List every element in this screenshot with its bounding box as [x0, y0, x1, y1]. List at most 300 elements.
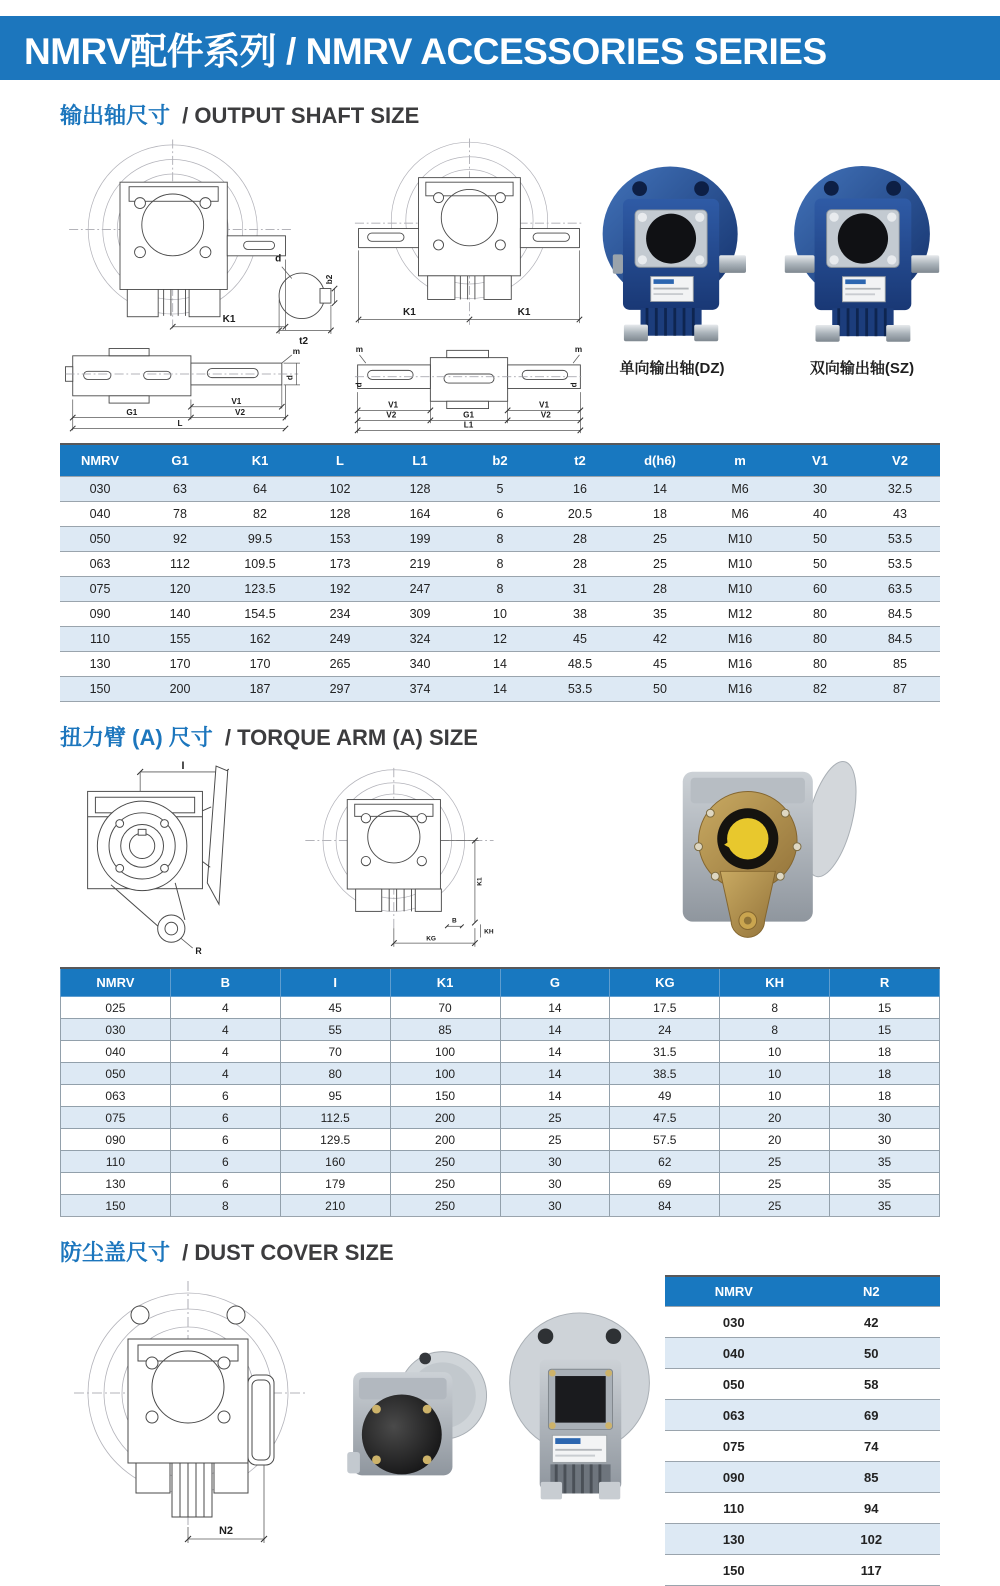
dim-label-r: R	[195, 945, 202, 956]
table-cell: 128	[300, 502, 380, 527]
table-cell: 35	[830, 1173, 940, 1195]
table-row	[60, 652, 940, 677]
dim-label-v1-left: V1	[388, 400, 399, 410]
table-cell: M10	[700, 577, 780, 602]
output-shaft-figures	[60, 134, 940, 437]
table-cell: 45	[280, 997, 390, 1019]
page-title-banner	[0, 16, 1000, 80]
column-header: t2	[540, 444, 620, 477]
table-cell: 130	[61, 1173, 171, 1195]
table-cell: 129.5	[280, 1129, 390, 1151]
table-cell: 25	[720, 1151, 830, 1173]
table-cell: 130	[60, 652, 140, 677]
table-cell: 8	[460, 552, 540, 577]
table-cell: 55	[280, 1019, 390, 1041]
table-cell: 95	[280, 1085, 390, 1107]
dust-cover-table-wrap	[665, 1275, 940, 1586]
table-cell: 219	[380, 552, 460, 577]
torque-arm-figures	[60, 758, 940, 965]
table-cell: 30	[500, 1173, 610, 1195]
table-cell: 030	[60, 477, 140, 502]
table-cell: 160	[280, 1151, 390, 1173]
table-cell: 18	[620, 502, 700, 527]
table-row	[665, 1462, 940, 1493]
column-header: d(h6)	[620, 444, 700, 477]
table-row	[60, 552, 940, 577]
table-cell: 117	[803, 1555, 941, 1586]
drawing-single-output-shaft	[60, 134, 340, 434]
dim-label-v2-left: V2	[386, 410, 397, 420]
table-cell: 6	[170, 1107, 280, 1129]
table-cell: 17.5	[610, 997, 720, 1019]
table-cell: 374	[380, 677, 460, 702]
dim-label-kg: KG	[426, 935, 437, 943]
table-row	[60, 627, 940, 652]
table-cell: 85	[803, 1462, 941, 1493]
table-cell: 50	[780, 552, 860, 577]
table-cell: 42	[803, 1307, 941, 1338]
dim-label-l1: L1	[463, 420, 474, 430]
section-heading-dust-cover	[60, 1239, 940, 1267]
table-cell: 14	[500, 1063, 610, 1085]
column-header: K1	[390, 968, 500, 997]
table-cell: 12	[460, 627, 540, 652]
column-header: B	[170, 968, 280, 997]
table-cell: 102	[300, 477, 380, 502]
table-row	[665, 1400, 940, 1431]
table-row	[60, 527, 940, 552]
table-cell: 70	[280, 1041, 390, 1063]
table-cell: 6	[460, 502, 540, 527]
dim-label-m-left: m	[355, 345, 364, 355]
table-cell: 84.5	[860, 602, 940, 627]
table-cell: 075	[60, 577, 140, 602]
column-header: KG	[610, 968, 720, 997]
table-cell: M16	[700, 677, 780, 702]
table-cell: 14	[500, 1041, 610, 1063]
table-cell: 5	[460, 477, 540, 502]
table-cell: 100	[390, 1063, 500, 1085]
dim-label-d2: d	[285, 375, 295, 381]
table-header-row	[665, 1276, 940, 1307]
table-cell: 28	[620, 577, 700, 602]
table-cell: M10	[700, 527, 780, 552]
dim-label-m: m	[292, 347, 301, 356]
section-heading-cn: 扭力臂 (A) 尺寸	[60, 725, 213, 750]
table-cell: 112	[140, 552, 220, 577]
table-row	[60, 677, 940, 702]
figure-single-output-shaft	[598, 152, 746, 378]
table-cell: 102	[803, 1524, 941, 1555]
table-cell: 30	[500, 1195, 610, 1217]
table-cell: 50	[803, 1338, 941, 1369]
table-cell: 18	[830, 1063, 940, 1085]
table-cell: 48.5	[540, 652, 620, 677]
table-cell: 14	[500, 997, 610, 1019]
dim-label-v2-right: V2	[540, 410, 551, 420]
section-heading-output-shaft	[60, 102, 940, 130]
table-cell: 4	[170, 1019, 280, 1041]
column-header: V1	[780, 444, 860, 477]
table-cell: 10	[720, 1063, 830, 1085]
table-cell: 247	[380, 577, 460, 602]
table-cell: 8	[460, 577, 540, 602]
table-cell: 25	[500, 1107, 610, 1129]
output-shaft-table	[60, 443, 940, 702]
table-cell: 63.5	[860, 577, 940, 602]
column-header: L1	[380, 444, 460, 477]
table-cell: 200	[390, 1107, 500, 1129]
table-cell: 58	[803, 1369, 941, 1400]
table-cell: 249	[300, 627, 380, 652]
table-cell: 63	[140, 477, 220, 502]
table-cell: 60	[780, 577, 860, 602]
table-cell: 82	[220, 502, 300, 527]
table-cell: 150	[665, 1555, 803, 1586]
table-cell: 53.5	[540, 677, 620, 702]
table-cell: 8	[720, 1019, 830, 1041]
table-cell: 62	[610, 1151, 720, 1173]
table-cell: 28	[540, 552, 620, 577]
table-cell: 090	[60, 602, 140, 627]
table-cell: 265	[300, 652, 380, 677]
table-cell: 94	[803, 1493, 941, 1524]
table-cell: 030	[61, 1019, 171, 1041]
dim-label-kh: KH	[484, 928, 494, 936]
table-cell: 250	[390, 1195, 500, 1217]
table-cell: 50	[780, 527, 860, 552]
table-cell: 70	[390, 997, 500, 1019]
table-cell: 250	[390, 1151, 500, 1173]
table-cell: 170	[140, 652, 220, 677]
table-row	[61, 997, 940, 1019]
table-cell: 6	[170, 1129, 280, 1151]
table-cell: 170	[220, 652, 300, 677]
table-cell: 80	[780, 602, 860, 627]
photo-caption-sz: 双向输出轴(SZ)	[809, 360, 915, 377]
table-cell: 075	[665, 1431, 803, 1462]
table-cell: 15	[830, 1019, 940, 1041]
table-cell: 69	[610, 1173, 720, 1195]
table-cell: 99.5	[220, 527, 300, 552]
table-cell: 32.5	[860, 477, 940, 502]
table-cell: 31.5	[610, 1041, 720, 1063]
dim-label-g1-center: G1	[463, 410, 474, 420]
table-cell: 30	[830, 1107, 940, 1129]
table-cell: M6	[700, 502, 780, 527]
table-cell: 050	[60, 527, 140, 552]
dim-label-v1-right: V1	[539, 400, 549, 410]
table-cell: 075	[61, 1107, 171, 1129]
table-cell: 45	[620, 652, 700, 677]
table-cell: 14	[620, 477, 700, 502]
section-heading-en: / OUTPUT SHAFT SIZE	[182, 103, 420, 128]
table-cell: 38.5	[610, 1063, 720, 1085]
column-header: KH	[720, 968, 830, 997]
table-cell: 250	[390, 1173, 500, 1195]
table-row	[61, 1085, 940, 1107]
table-cell: 140	[140, 602, 220, 627]
table-cell: 14	[460, 652, 540, 677]
table-cell: 87	[860, 677, 940, 702]
column-header: G	[500, 968, 610, 997]
table-row	[665, 1493, 940, 1524]
table-row	[665, 1369, 940, 1400]
table-cell: 210	[280, 1195, 390, 1217]
table-cell: 040	[61, 1041, 171, 1063]
table-cell: 110	[60, 627, 140, 652]
figure-double-output-shaft	[780, 152, 944, 378]
section-heading-torque-arm	[60, 724, 940, 752]
table-row	[665, 1555, 940, 1586]
table-cell: 85	[860, 652, 940, 677]
table-row	[665, 1524, 940, 1555]
table-cell: 78	[140, 502, 220, 527]
section-heading-en: / DUST COVER SIZE	[182, 1240, 394, 1265]
table-cell: 199	[380, 527, 460, 552]
table-cell: 43	[860, 502, 940, 527]
table-cell: 30	[780, 477, 860, 502]
table-cell: 69	[803, 1400, 941, 1431]
drawing-dust-cover	[68, 1275, 313, 1560]
dim-label-m-right: m	[574, 345, 583, 355]
table-cell: 200	[390, 1129, 500, 1151]
table-cell: 063	[60, 552, 140, 577]
table-cell: 110	[665, 1493, 803, 1524]
photo-dust-cover-front	[347, 1337, 479, 1488]
table-cell: 25	[720, 1173, 830, 1195]
table-cell: 85	[390, 1019, 500, 1041]
dim-label-n2: N2	[218, 1525, 234, 1537]
table-cell: 130	[665, 1524, 803, 1555]
table-cell: M16	[700, 627, 780, 652]
dim-label-d-left: d	[354, 382, 364, 388]
dim-label-l: L	[177, 418, 183, 428]
table-cell: 57.5	[610, 1129, 720, 1151]
table-cell: 123.5	[220, 577, 300, 602]
table-cell: 10	[720, 1085, 830, 1107]
table-row	[60, 602, 940, 627]
table-row	[665, 1431, 940, 1462]
dim-label-k1-right: K1	[517, 306, 531, 318]
table-cell: 179	[280, 1173, 390, 1195]
table-cell: 42	[620, 627, 700, 652]
column-header: N2	[803, 1276, 941, 1307]
table-cell: 84	[610, 1195, 720, 1217]
dim-label-k1-arm: K1	[476, 877, 484, 886]
table-cell: 040	[665, 1338, 803, 1369]
table-cell: 10	[720, 1041, 830, 1063]
table-cell: 53.5	[860, 527, 940, 552]
table-row	[61, 1019, 940, 1041]
table-cell: 050	[61, 1063, 171, 1085]
column-header: V2	[860, 444, 940, 477]
table-cell: 10	[460, 602, 540, 627]
table-cell: 15	[830, 997, 940, 1019]
drawing-torque-arm-side	[74, 760, 254, 960]
dim-label-b2: b2	[324, 274, 334, 285]
table-cell: 025	[61, 997, 171, 1019]
table-cell: 92	[140, 527, 220, 552]
dim-label-g1: G1	[126, 407, 138, 417]
column-header: I	[280, 968, 390, 997]
photo-torque-arm	[661, 758, 873, 960]
table-cell: 120	[140, 577, 220, 602]
table-row	[665, 1307, 940, 1338]
dim-label-b: B	[452, 917, 457, 925]
table-cell: 090	[61, 1129, 171, 1151]
table-header-row	[60, 444, 940, 477]
table-cell: 31	[540, 577, 620, 602]
table-cell: 20.5	[540, 502, 620, 527]
table-cell: 45	[540, 627, 620, 652]
table-cell: 8	[170, 1195, 280, 1217]
table-cell: 200	[140, 677, 220, 702]
table-cell: 25	[620, 527, 700, 552]
table-row	[60, 577, 940, 602]
table-cell: 340	[380, 652, 460, 677]
table-cell: 30	[500, 1151, 610, 1173]
column-header: G1	[140, 444, 220, 477]
table-cell: 063	[665, 1400, 803, 1431]
dim-label-d-right: d	[569, 382, 579, 388]
table-row	[60, 502, 940, 527]
dim-label-t2: t2	[299, 336, 309, 347]
table-cell: 6	[170, 1085, 280, 1107]
table-cell: 154.5	[220, 602, 300, 627]
table-cell: 49	[610, 1085, 720, 1107]
table-cell: 74	[803, 1431, 941, 1462]
table-cell: 4	[170, 1063, 280, 1085]
dim-label-v1: V1	[231, 397, 242, 406]
table-cell: 030	[665, 1307, 803, 1338]
table-cell: M10	[700, 552, 780, 577]
table-cell: 6	[170, 1151, 280, 1173]
dust-cover-figures	[60, 1275, 940, 1586]
table-cell: 82	[780, 677, 860, 702]
table-cell: 187	[220, 677, 300, 702]
table-cell: 050	[665, 1369, 803, 1400]
table-cell: 20	[720, 1107, 830, 1129]
table-cell: 14	[460, 677, 540, 702]
table-cell: 16	[540, 477, 620, 502]
table-cell: 64	[220, 477, 300, 502]
table-row	[61, 1173, 940, 1195]
table-cell: 18	[830, 1085, 940, 1107]
torque-arm-table	[60, 967, 940, 1217]
column-header: NMRV	[665, 1276, 803, 1307]
section-heading-cn: 输出轴尺寸	[60, 103, 171, 128]
table-cell: 28	[540, 527, 620, 552]
table-cell: 090	[665, 1462, 803, 1493]
table-cell: 47.5	[610, 1107, 720, 1129]
table-cell: 6	[170, 1173, 280, 1195]
table-cell: 164	[380, 502, 460, 527]
table-cell: 309	[380, 602, 460, 627]
table-cell: 128	[380, 477, 460, 502]
table-row	[60, 477, 940, 502]
table-cell: 192	[300, 577, 380, 602]
photo-double-output-shaft	[780, 152, 944, 352]
dim-label-k1-left: K1	[403, 306, 416, 318]
table-cell: 155	[140, 627, 220, 652]
table-cell: 25	[620, 552, 700, 577]
table-cell: 040	[60, 502, 140, 527]
table-cell: 100	[390, 1041, 500, 1063]
table-row	[61, 1129, 940, 1151]
table-cell: 234	[300, 602, 380, 627]
table-cell: 14	[500, 1019, 610, 1041]
column-header: b2	[460, 444, 540, 477]
table-cell: 153	[300, 527, 380, 552]
column-header: R	[830, 968, 940, 997]
table-cell: 162	[220, 627, 300, 652]
table-cell: 50	[620, 677, 700, 702]
table-row	[61, 1041, 940, 1063]
dim-label-d: d	[275, 253, 282, 265]
table-cell: 110	[61, 1151, 171, 1173]
table-cell: 150	[61, 1195, 171, 1217]
column-header: L	[300, 444, 380, 477]
table-cell: 063	[61, 1085, 171, 1107]
table-cell: 25	[500, 1129, 610, 1151]
table-cell: 173	[300, 552, 380, 577]
catalog-page	[0, 16, 1000, 1578]
table-cell: 25	[720, 1195, 830, 1217]
table-cell: 35	[830, 1195, 940, 1217]
dim-label-k1: K1	[222, 314, 236, 326]
table-cell: 8	[720, 997, 830, 1019]
dim-label-i: I	[181, 760, 185, 773]
dim-label-v2: V2	[235, 407, 246, 417]
table-cell: 53.5	[860, 552, 940, 577]
dust-cover-table	[665, 1275, 940, 1586]
table-row	[61, 1195, 940, 1217]
photo-dust-cover-standing	[499, 1311, 661, 1510]
table-cell: 80	[780, 652, 860, 677]
column-header: NMRV	[61, 968, 171, 997]
table-header-row	[61, 968, 940, 997]
table-cell: 109.5	[220, 552, 300, 577]
column-header: K1	[220, 444, 300, 477]
table-cell: 24	[610, 1019, 720, 1041]
section-heading-en: / TORQUE ARM (A) SIZE	[224, 725, 478, 750]
table-cell: 297	[300, 677, 380, 702]
photo-single-output-shaft	[598, 152, 746, 352]
table-row	[665, 1338, 940, 1369]
column-header: m	[700, 444, 780, 477]
table-cell: 324	[380, 627, 460, 652]
table-cell: 30	[830, 1129, 940, 1151]
table-cell: 8	[460, 527, 540, 552]
drawing-torque-arm-front	[296, 764, 501, 960]
column-header: NMRV	[60, 444, 140, 477]
table-cell: 150	[60, 677, 140, 702]
table-cell: 4	[170, 997, 280, 1019]
section-heading-cn: 防尘盖尺寸	[60, 1240, 171, 1265]
table-cell: 150	[390, 1085, 500, 1107]
table-cell: 4	[170, 1041, 280, 1063]
table-cell: 80	[780, 627, 860, 652]
table-cell: 20	[720, 1129, 830, 1151]
table-cell: 80	[280, 1063, 390, 1085]
table-cell: 112.5	[280, 1107, 390, 1129]
table-cell: M12	[700, 602, 780, 627]
table-cell: 40	[780, 502, 860, 527]
photo-caption-dz: 单向输出轴(DZ)	[619, 360, 725, 377]
table-cell: M16	[700, 652, 780, 677]
page-title: NMRV配件系列 / NMRV ACCESSORIES SERIES	[24, 31, 827, 72]
